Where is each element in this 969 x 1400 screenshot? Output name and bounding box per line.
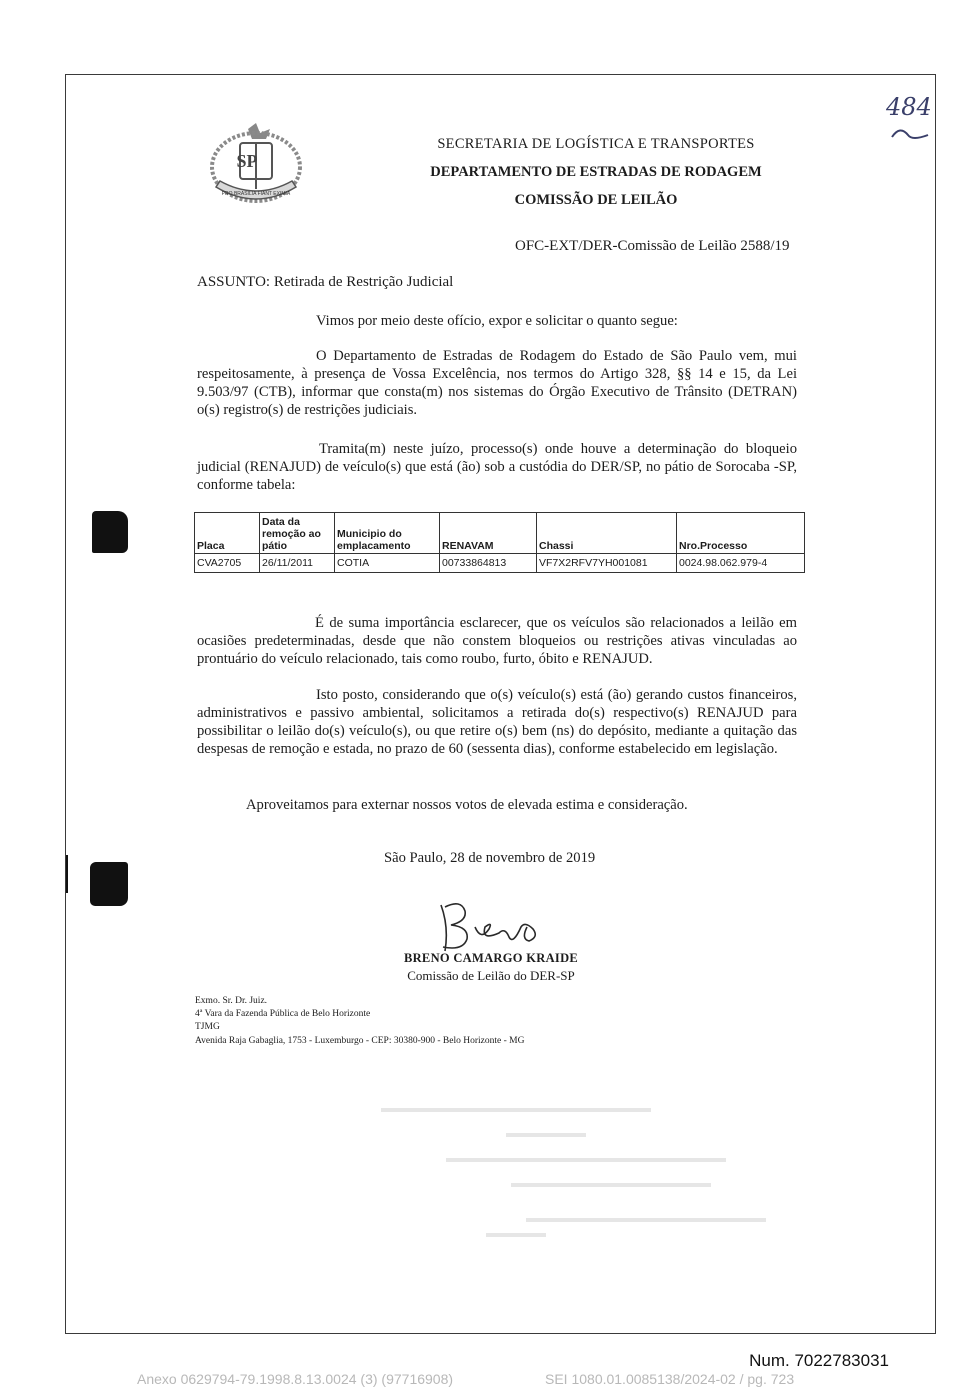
document-reference: OFC-EXT/DER-Comissão de Leilão 2588/19 [515, 238, 790, 254]
sao-paulo-coat-of-arms-icon [208, 119, 304, 209]
footer-sei-reference: SEI 1080.01.0085138/2024-02 / pg. 723 [545, 1371, 795, 1387]
addressee-address: Avenida Raja Gabaglia, 1753 - Luxemburgo - CEP: 30380-900 - Belo Horizonte - MG [195, 1036, 525, 1046]
table-header-row [195, 513, 805, 554]
document-page [65, 74, 936, 1334]
cell-processo: 0024.98.062.979-4 [677, 554, 805, 573]
cell-data-remocao: 26/11/2011 [260, 554, 335, 573]
place-date: São Paulo, 28 de novembro de 2019 [384, 850, 596, 866]
svg-text:484: 484 [886, 93, 932, 121]
cell-placa: CVA2705 [195, 554, 260, 573]
header-secretaria: SECRETARIA DE LOGÍSTICA E TRANSPORTES [437, 136, 755, 152]
handwritten-signature [421, 897, 561, 955]
punch-mark [90, 862, 128, 906]
column-header-processo: Nro.Processo [677, 513, 805, 554]
paragraph-der: O Departamento de Estradas de Rodagem do Estado de São Paulo vem, mui respeitosamente, à presença de Vossa Excelência, nos termos do Artigo 328, §§ 14 e 15, da Lei 9.503/97 (CTB), informar que consta(m) nos sistemas do Órgão Executivo de Trânsito (DETRAN) o(s) registro(s) de restrições judiciais. [197, 348, 797, 418]
signatory-name: BRENO CAMARGO KRAIDE [403, 951, 579, 965]
subject-line: ASSUNTO: Retirada de Restrição Judicial [197, 274, 454, 290]
table-row [195, 554, 805, 573]
cell-chassi: VF7X2RFV7YH001081 [537, 554, 677, 573]
paragraph-tramita: Tramita(m) neste juízo, processo(s) onde houve a determinação do bloqueio judicial (RENAJUD) de veículo(s) que está (ão) sob a custódia do DER/SP, no pátio de Sorocaba -SP, conforme tabela: [197, 441, 797, 493]
bleed-through-mark [506, 1133, 586, 1137]
column-header-chassi: Chassi [537, 513, 677, 554]
punch-mark [92, 511, 128, 553]
addressee-title: Exmo. Sr. Dr. Juiz. [195, 996, 268, 1006]
handwritten-annotation [878, 85, 938, 153]
cell-renavam: 00733864813 [440, 554, 537, 573]
column-header-municipio: Municipio do emplacamento [335, 513, 440, 554]
signatory-role: Comissão de Leilão do DER-SP [407, 968, 575, 983]
footer-annex-reference: Anexo 0629794-79.1998.8.13.0024 (3) (97716908) [137, 1371, 454, 1387]
svg-text:SP: SP [236, 151, 258, 171]
column-header-renavam: RENAVAM [440, 513, 537, 554]
header-departamento: DEPARTAMENTO DE ESTRADAS DE RODAGEM [430, 164, 762, 180]
addressee-tribunal: TJMG [195, 1022, 220, 1032]
bleed-through-mark [486, 1233, 546, 1237]
column-header-placa: Placa [195, 513, 260, 554]
intro-paragraph: Vimos por meio deste ofício, expor e solicitar o quanto segue: [316, 313, 678, 329]
paragraph-importancia: É de suma importância esclarecer, que os veículos são relacionados a leilão em ocasiões predeterminadas, desde que não constem bloqueios ou restrições ativas vinculadas ao prontuário do veículo relacionado, tais como roubo, furto, óbito e RENAJUD. [197, 615, 797, 667]
scan-edge-line [66, 855, 68, 893]
closing-line: Aproveitamos para externar nossos votos de elevada estima e consideração. [246, 797, 688, 813]
column-header-data-remocao: Data da remoção ao pátio [260, 513, 335, 554]
bleed-through-mark [526, 1218, 766, 1222]
header-comissao: COMISSÃO DE LEILÃO [514, 192, 678, 208]
svg-text:PRO BRASILIA FIANT EXIMIA: PRO BRASILIA FIANT EXIMIA [221, 191, 291, 197]
bleed-through-mark [511, 1183, 711, 1187]
bleed-through-mark [446, 1158, 726, 1162]
paragraph-isto-posto: Isto posto, considerando que o(s) veículo(s) está (ão) gerando custos financeiros, administrativos e passivo ambiental, solicitamos a retirada do(s) respectivo(s) RENAJUD para possibilitar o leilão do(s) veículo(s), ou que retire o(s) bem (ns) do depósito, mediante a quitação das despesas de remoção e estada, no prazo de 60 (sessenta dias), conforme estabelecido em legislação. [197, 687, 797, 757]
footer-document-number: Num. 7022783031 [749, 1351, 889, 1370]
vehicle-table [194, 512, 805, 573]
cell-municipio: COTIA [335, 554, 440, 573]
addressee-court: 4ª Vara da Fazenda Pública de Belo Horizonte [195, 1009, 371, 1019]
bleed-through-mark [381, 1108, 651, 1112]
